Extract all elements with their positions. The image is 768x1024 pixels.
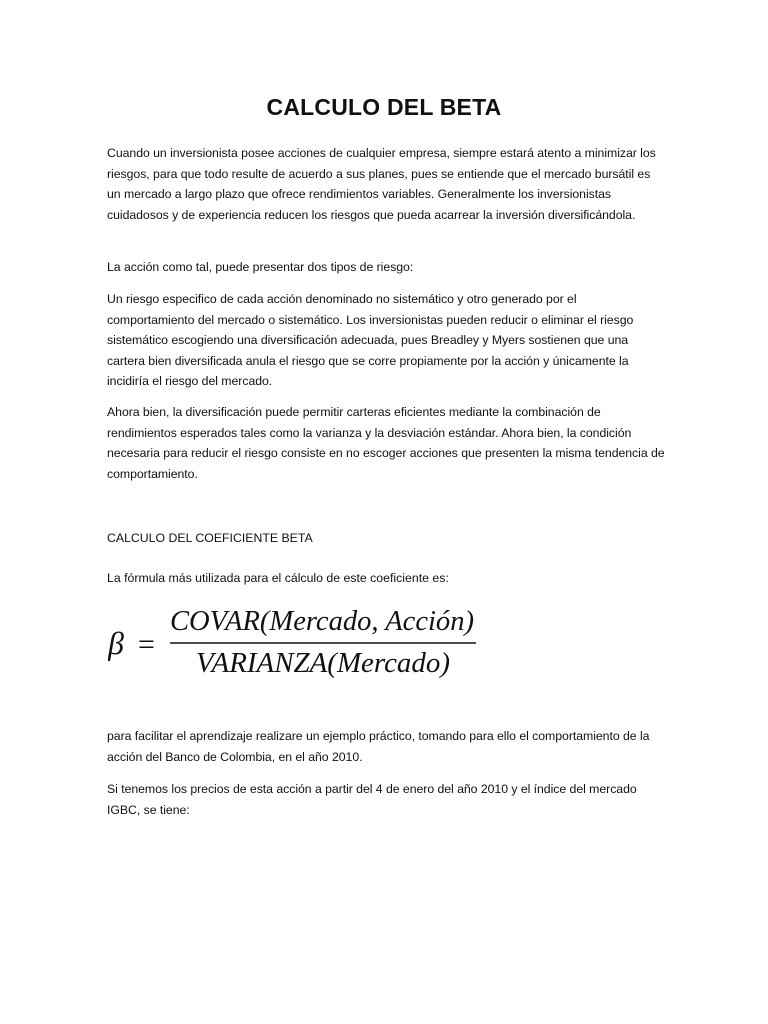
- paragraph-prices: Si tenemos los precios de esta acción a partir del 4 de enero del año 2010 y el índice del mercado IGBC, se tiene:: [107, 782, 637, 817]
- formula-intro: La fórmula más utilizada para el cálculo de este coeficiente es:: [107, 571, 449, 585]
- paragraph-intro: Cuando un inversionista posee acciones de cualquier empresa, siempre estará atento a minimizar los riesgos, para que todo resulte de acuerdo a sus planes, pues se entiende que el mercado bursátil es un mercado a largo plazo que ofrece rendimientos variables. Generalmente los inversionistas cuidadosos y de experiencia reducen los riesgos que pueda acarrear la inversión diversificándola.: [107, 146, 656, 222]
- document-title: CALCULO DEL BETA: [266, 94, 502, 120]
- paragraph-example: para facilitar el aprendizaje realizare un ejemplo práctico, tomando para ello el comportamiento de la acción del Banco de Colombia, en el año 2010.: [107, 729, 650, 764]
- paragraph-specific-risk: Un riesgo especifico de cada acción denominado no sistemático y otro generado por el comportamiento del mercado o sistemático. Los inversionistas pueden reducir o eliminar el riesgo sistemático escogiendo una diversificación adecuada, pues Breadley y Myers sostienen que una cartera bien diversificada anula el riesgo que se corre propiamente por la acción y únicamente la incidiría el riesgo del mercado.: [107, 292, 634, 389]
- paragraph-diversification: Ahora bien, la diversificación puede permitir carteras eficientes mediante la combinación de rendimientos esperados tales como la varianza y la desviación estándar. Ahora bien, la condición necesaria para reducir el riesgo consiste en no escoger acciones que presenten la misma tendencia de comportamiento.: [107, 405, 665, 481]
- beta-formula-graphic: [108, 598, 488, 688]
- formula-denominator: VARIANZA(Mercado): [196, 648, 450, 679]
- beta-symbol: β: [108, 625, 124, 661]
- formula-equals: =: [138, 628, 155, 661]
- paragraph-risk-types: La acción como tal, puede presentar dos tipos de riesgo:: [107, 260, 414, 274]
- formula-numerator: COVAR(Mercado, Acción): [170, 606, 474, 637]
- section-subheading: CALCULO DEL COEFICIENTE BETA: [107, 531, 313, 545]
- beta-formula: [108, 598, 488, 688]
